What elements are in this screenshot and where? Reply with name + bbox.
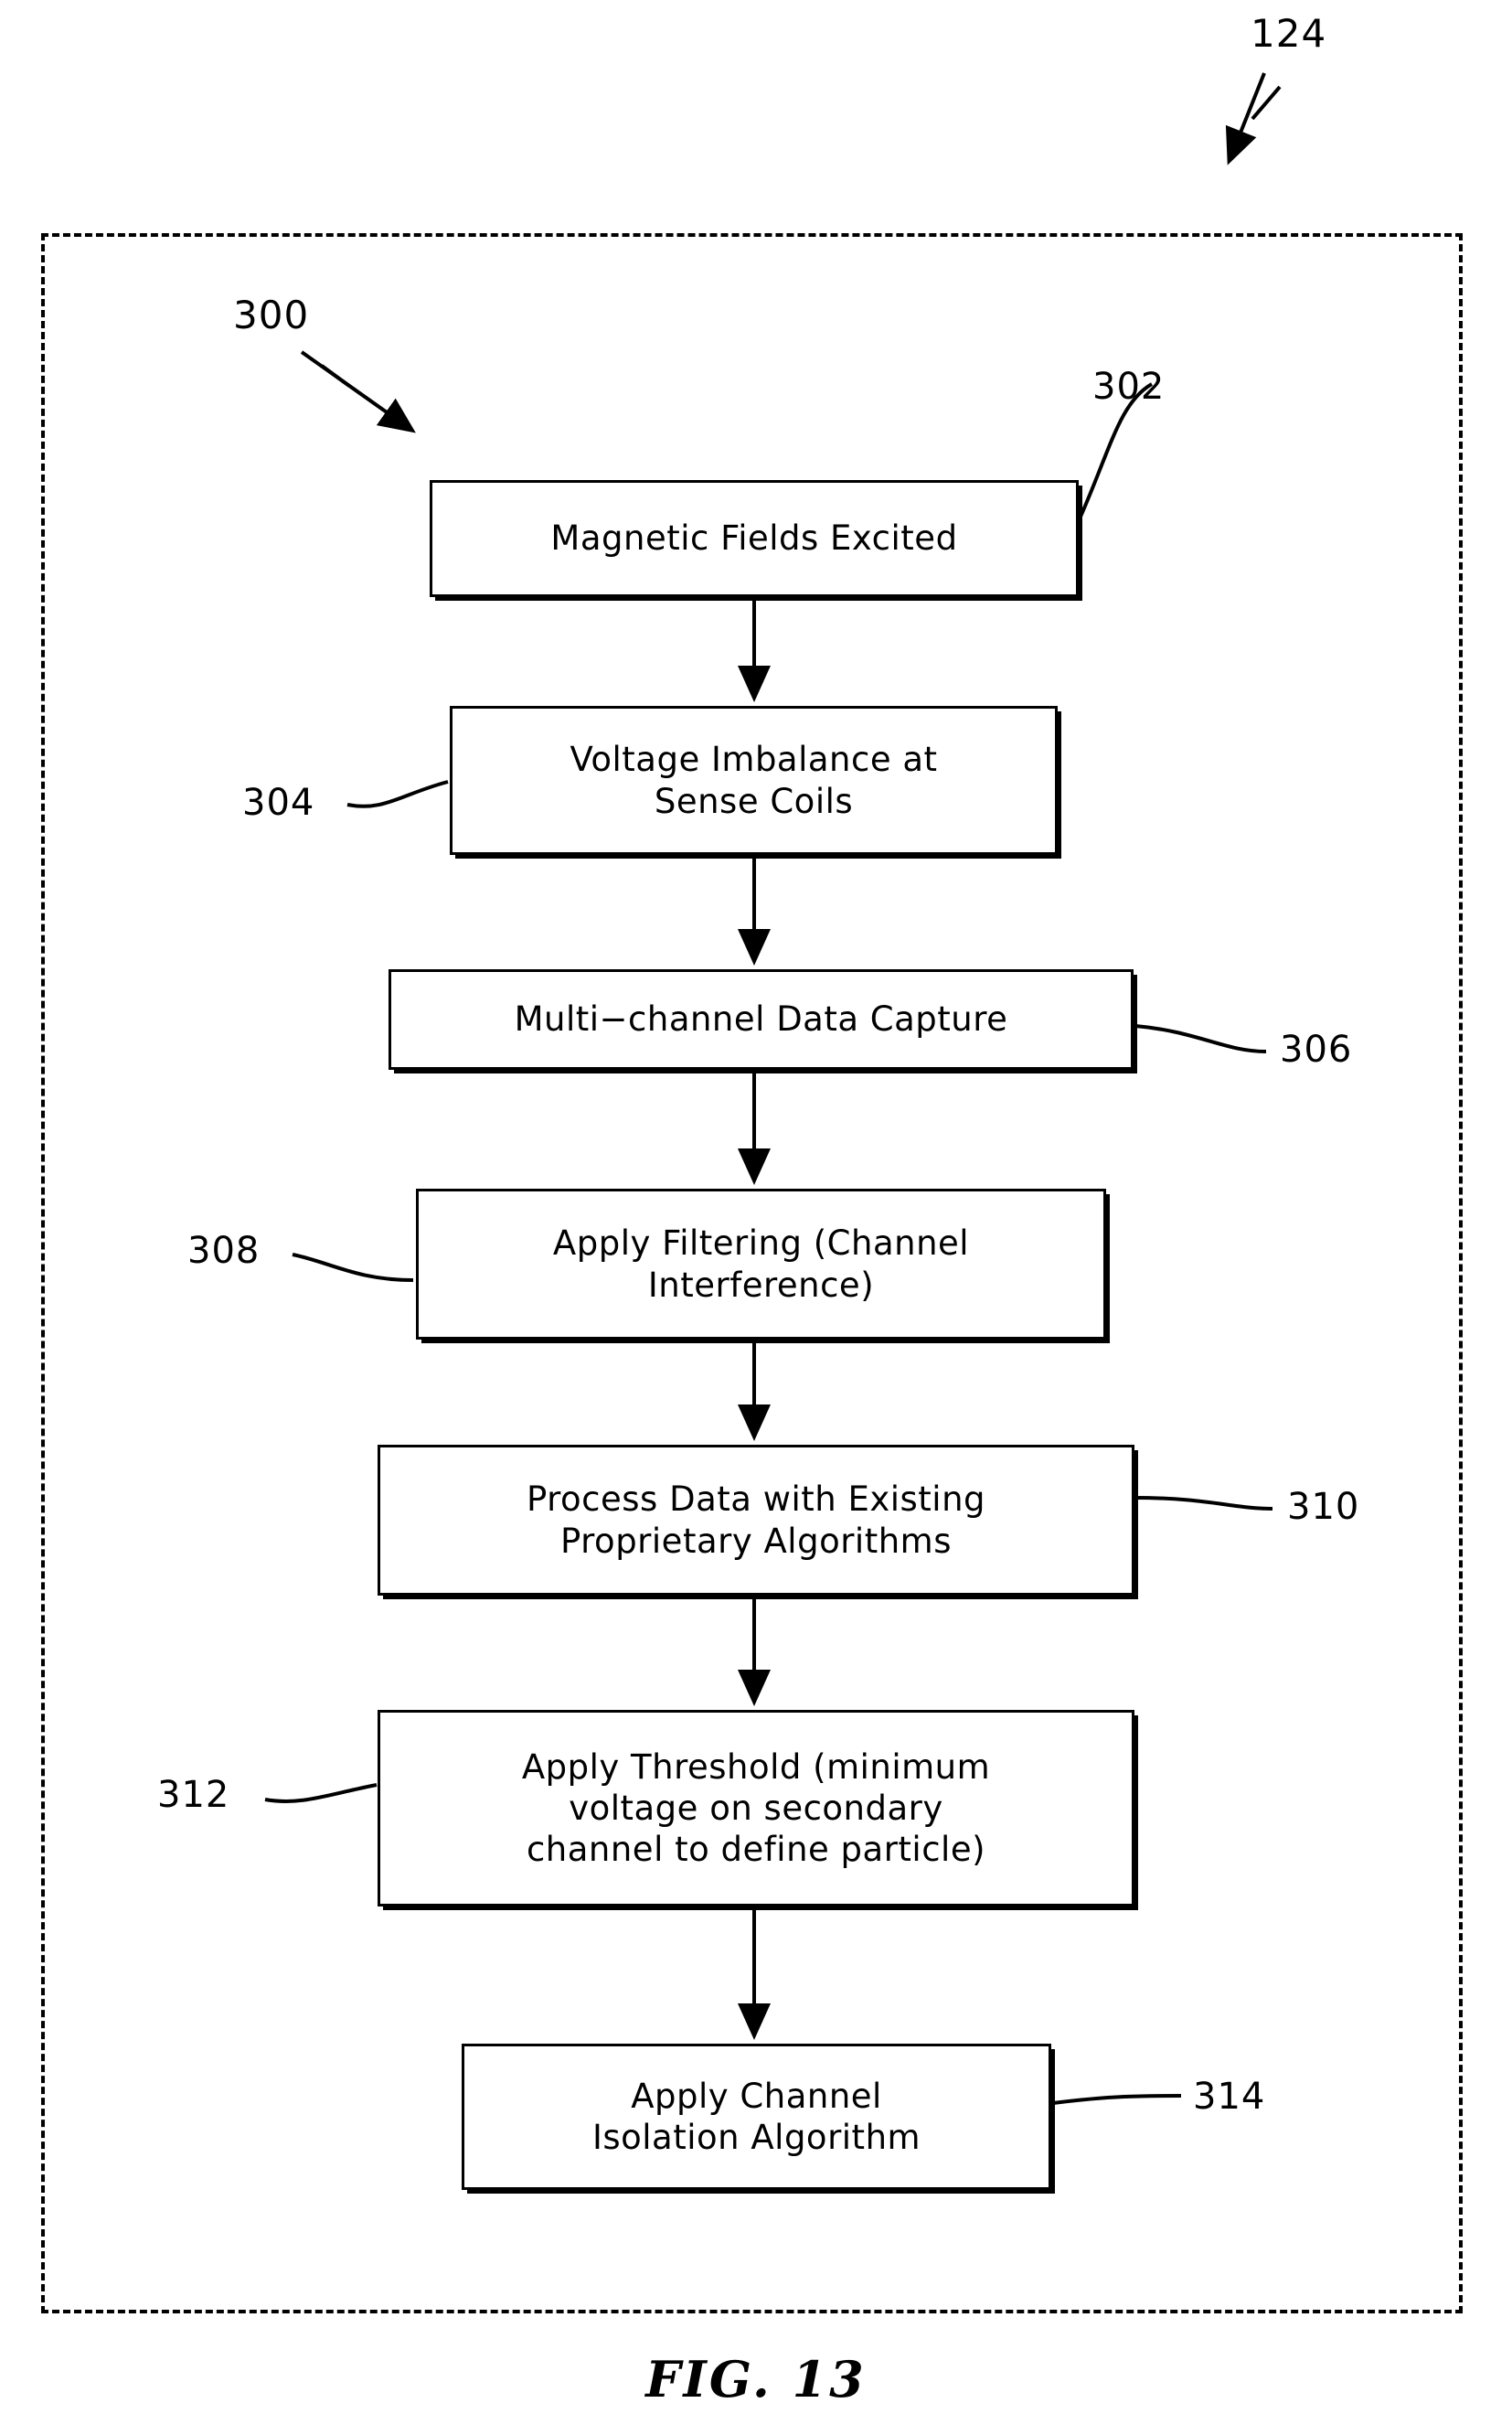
figure-caption: FIG. 13 [645, 2350, 867, 2408]
flow-node-304-line-2: Sense Coils [654, 781, 854, 821]
reference-numeral-308: 308 [187, 1230, 261, 1272]
flow-node-312-line-3: channel to define particle) [526, 1830, 986, 1870]
flow-node-314-line-2: Isolation Algorithm [591, 2118, 921, 2157]
flow-node-312-line-2: voltage on secondary [569, 1788, 943, 1828]
flow-node-302-line-1: Magnetic Fields Excited [550, 518, 958, 559]
flow-node-process-data [378, 1445, 1134, 1596]
reference-numeral-300: 300 [233, 293, 310, 337]
reference-numeral-304: 304 [242, 782, 315, 824]
flow-node-voltage-imbalance [450, 706, 1058, 855]
flow-node-312-line-1: Apply Threshold (minimum [521, 1746, 991, 1787]
flow-node-306-line-1: Multi−channel Data Capture [514, 999, 1008, 1040]
flow-node-304-line-1: Voltage Imbalance at [570, 740, 938, 780]
flow-node-310-line-1: Process Data with Existing [526, 1479, 986, 1520]
reference-numeral-302: 302 [1092, 366, 1166, 408]
flow-node-multichannel-data-capture [389, 969, 1134, 1070]
lead-line-124 [1230, 73, 1280, 160]
reference-numeral-310: 310 [1287, 1486, 1360, 1528]
reference-numeral-312: 312 [157, 1774, 230, 1816]
flow-node-310-line-2: Proprietary Algorithms [560, 1521, 952, 1561]
flow-node-314-line-1: Apply Channel [631, 2076, 882, 2116]
reference-numeral-124: 124 [1251, 11, 1327, 56]
flow-node-apply-filtering [416, 1189, 1106, 1340]
flow-node-apply-channel-isolation [462, 2044, 1051, 2190]
flow-node-magnetic-fields-excited [430, 480, 1079, 597]
flow-node-308-line-1: Apply Filtering (Channel [552, 1223, 970, 1264]
flow-node-308-line-2: Interference) [647, 1265, 875, 1305]
reference-numeral-314: 314 [1193, 2076, 1266, 2118]
reference-numeral-306: 306 [1280, 1029, 1353, 1071]
flow-node-apply-threshold [378, 1710, 1134, 1906]
